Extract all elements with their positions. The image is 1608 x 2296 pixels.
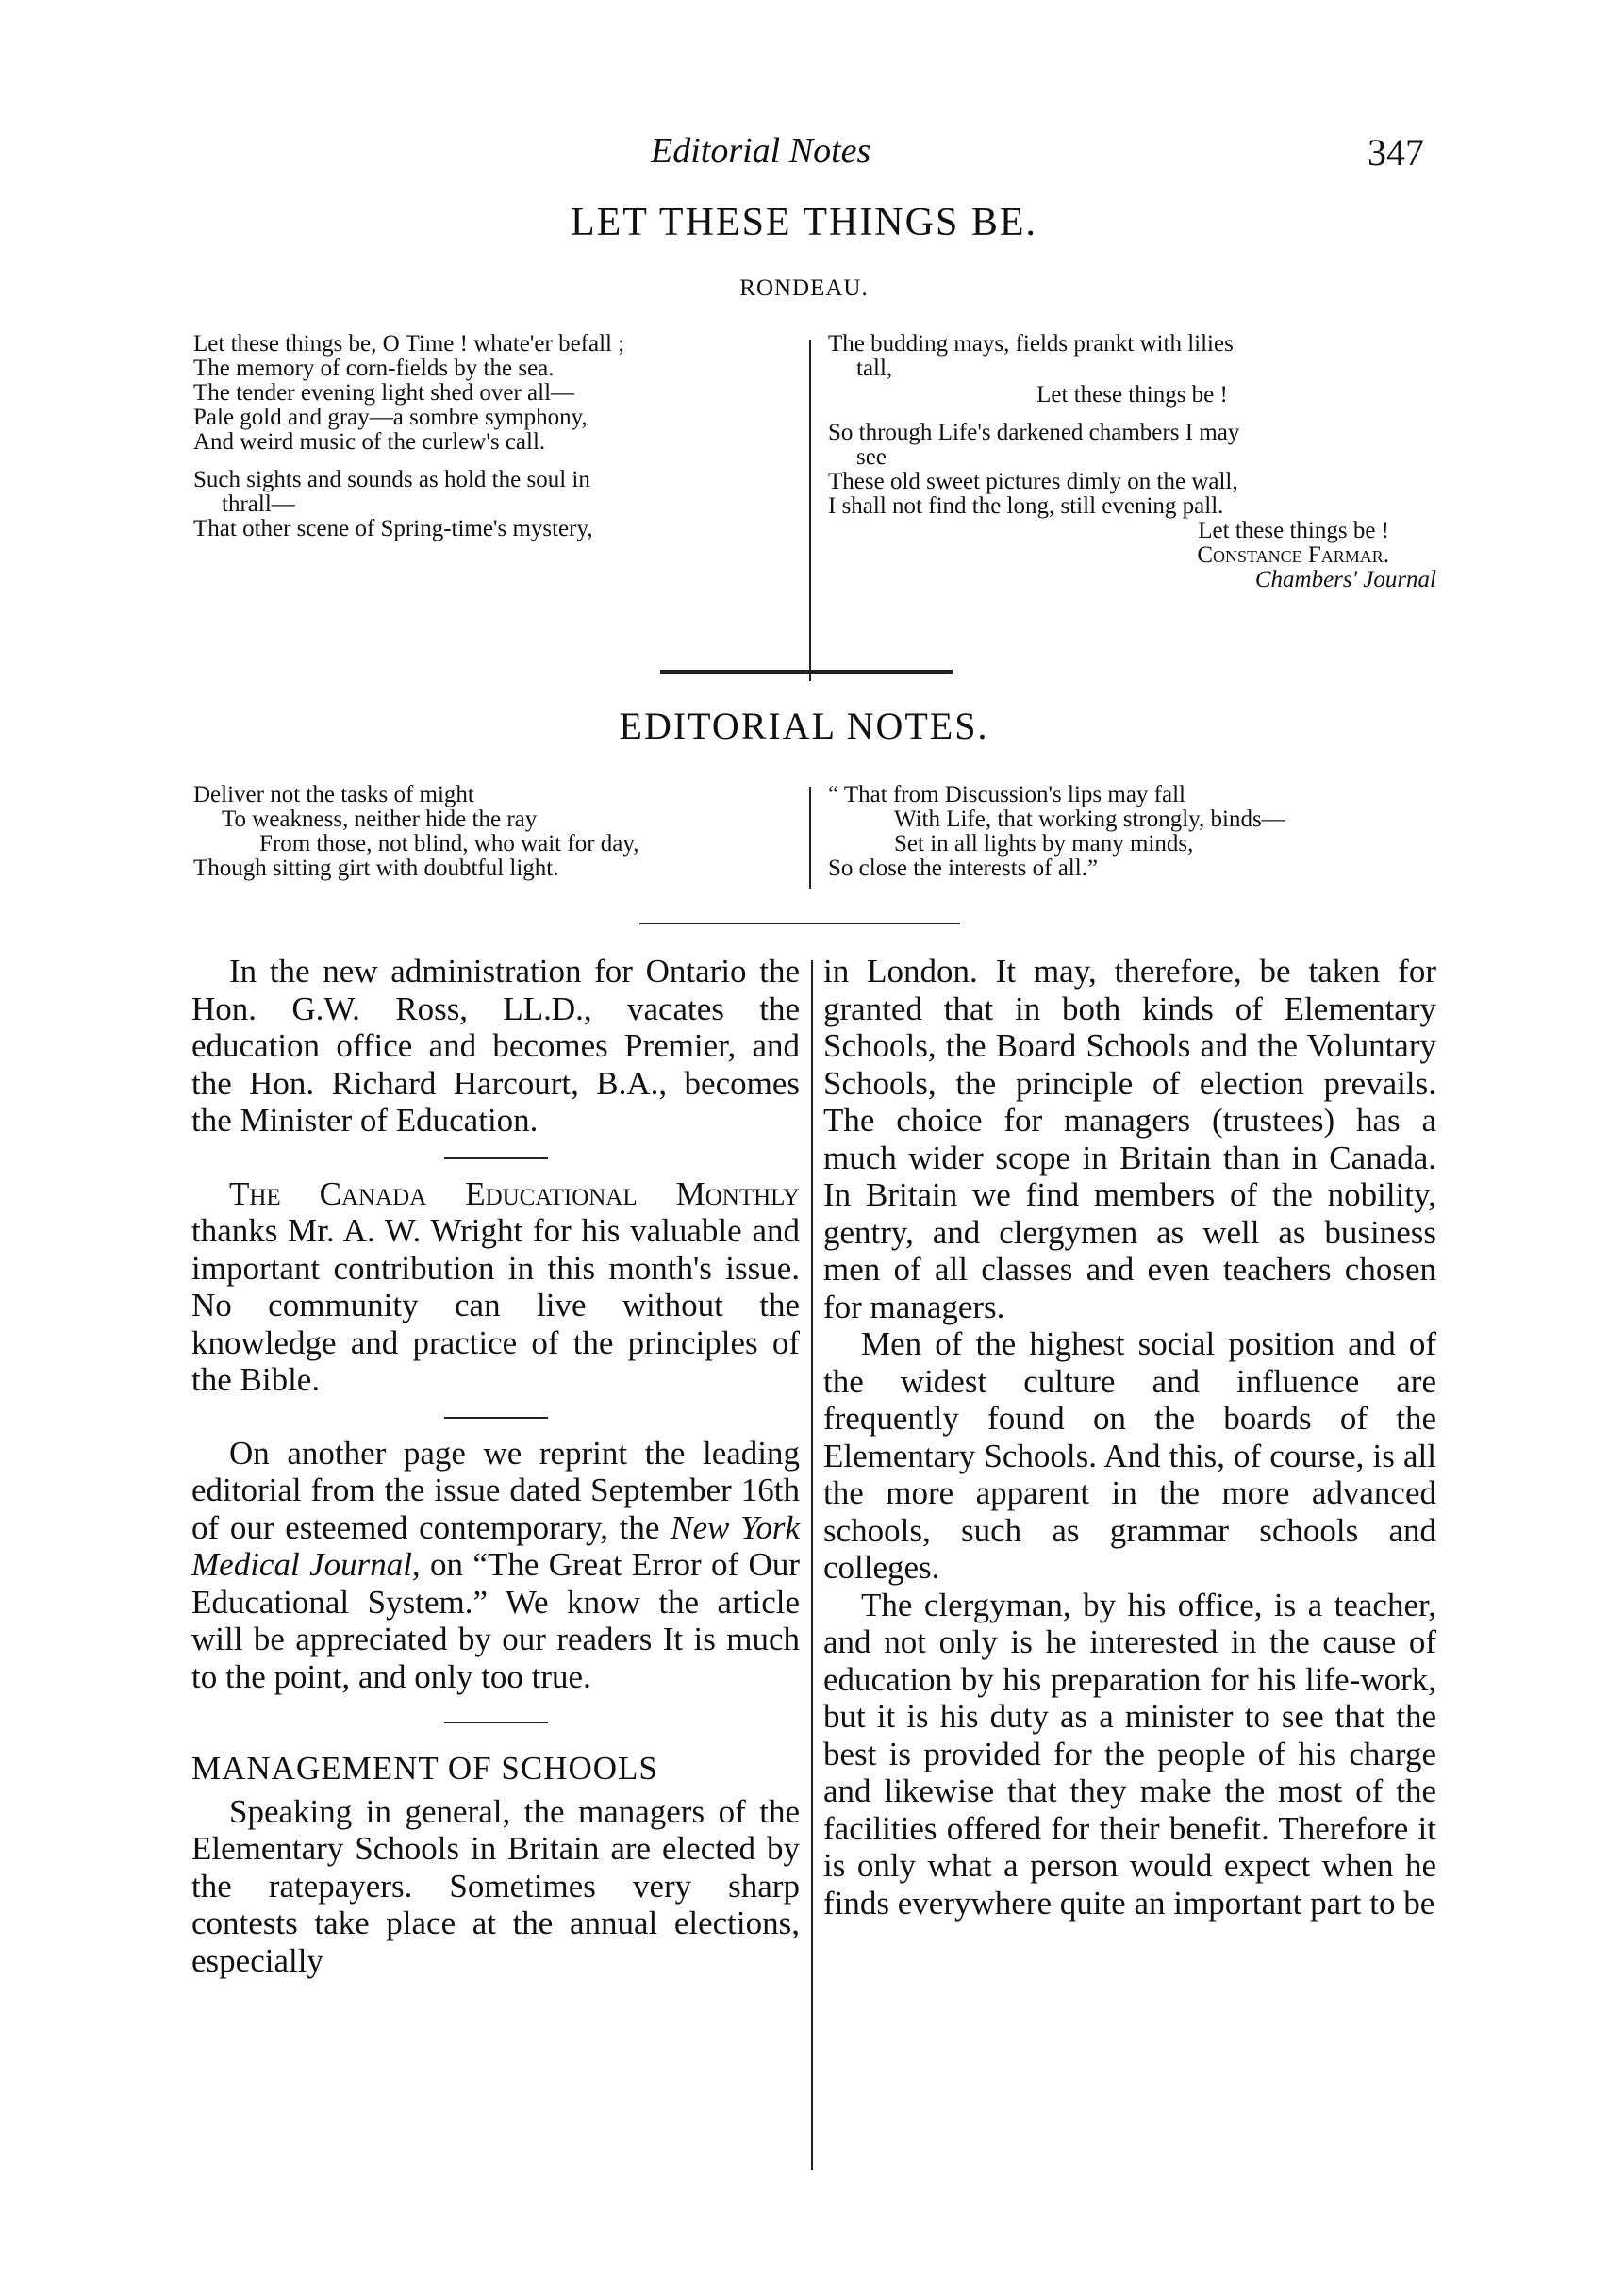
poem-line: The memory of corn-fields by the sea. bbox=[193, 356, 555, 381]
section-heading: MANAGEMENT OF SCHOOLS bbox=[191, 1750, 658, 1787]
poem-right-column bbox=[828, 332, 1436, 592]
poem-refrain: Let these things be ! bbox=[1036, 382, 1228, 408]
poem-line: That other scene of Spring-time's mystery, bbox=[193, 516, 593, 541]
paragraph: The clergyman, by his office, is a teacher, and not only is he interested in the cause of education by his preparation for his life-work, but it is his duty as a minister to see that the best is provided for the people of his charge and likewise that they make the most of the facilities offered for their benefit. Therefore it is only what a person would expect when he finds everywhere quite an important part to be bbox=[823, 1586, 1436, 1922]
poem-line: The tender evening light shed over all— bbox=[193, 380, 575, 406]
poem-left-column bbox=[193, 332, 797, 541]
epigraph-line: So close the interests of all.” bbox=[828, 856, 1099, 881]
body-column-rule bbox=[811, 960, 813, 2170]
poem-column-rule bbox=[809, 340, 811, 681]
body-right-column bbox=[823, 953, 1436, 1922]
epigraph-line: Set in all lights by many minds, bbox=[894, 831, 1194, 857]
paragraph: Speaking in general, the managers of the Elementary Schools in Britain are elected by the ratepayers. Sometimes very sharp contests take place at the annual elections, especially bbox=[191, 1792, 800, 1979]
poem-refrain: Let these things be ! bbox=[1198, 518, 1389, 543]
paragraph: On another page we reprint the leading editorial from the issue dated September 16th of our esteemed contemporary, the New York Medical Journal, on “The Great Error of Our Educational System.” We know the article will be appreciated by our readers It is much to the point, and only too true. bbox=[191, 1434, 800, 1695]
poem-line: see bbox=[856, 444, 887, 470]
paragraph: The Canada Educational Monthly thanks Mr. A. W. Wright for his valuable and important contribution in this month's issue. No community can live without the knowledge and practice of the principles of the Bible. bbox=[191, 1174, 800, 1398]
poem-line: I shall not find the long, still evening pall. bbox=[828, 493, 1224, 519]
epigraph-right bbox=[828, 783, 1436, 881]
body-left-column bbox=[191, 953, 800, 1979]
poem-line: The budding mays, fields prankt with lilies bbox=[828, 331, 1234, 357]
epigraph-line: To weakness, neither hide the ray bbox=[222, 807, 538, 832]
poem-title: LET THESE THINGS BE. bbox=[570, 201, 1037, 244]
running-title: Editorial Notes bbox=[651, 131, 871, 171]
page-number: 347 bbox=[1368, 131, 1424, 174]
epigraph-column-rule bbox=[809, 787, 811, 889]
journal-name: The Canada Educational Monthly bbox=[229, 1174, 800, 1212]
paragraph: In the new administration for Ontario the Hon. G.W. Ross, LL.D., vacates the education office and becomes Premier, and the Hon. Richard Harcourt, B.A., becomes the Minister of Education. bbox=[191, 953, 800, 1139]
poem-subtitle: RONDEAU. bbox=[739, 275, 869, 301]
running-head bbox=[0, 130, 1608, 177]
editorial-title: EDITORIAL NOTES. bbox=[619, 705, 989, 747]
poem-source: Chambers' Journal bbox=[1254, 567, 1436, 592]
section-dash bbox=[191, 1406, 800, 1425]
section-dash bbox=[191, 1710, 800, 1729]
paragraph: Men of the highest social position and of the widest culture and influence are frequently found on the boards of the Elementary Schools. And this, of course, is all the more apparent in the more advanced schools, such as grammar schools and colleges. bbox=[823, 1325, 1436, 1586]
section-rule bbox=[660, 670, 953, 674]
poem-line: Let these things be, O Time ! whate'er befall ; bbox=[193, 331, 625, 357]
poem-line: So through Life's darkened chambers I may bbox=[828, 420, 1240, 445]
section-dash bbox=[191, 1147, 800, 1166]
epigraph-line: From those, not blind, who wait for day, bbox=[259, 831, 639, 857]
epigraph-left bbox=[193, 783, 797, 881]
epigraph-line: “ That from Discussion's lips may fall bbox=[828, 782, 1185, 807]
paragraph: in London. It may, therefore, be taken for granted that in both kinds of Elementary Schools, the Board Schools and the Voluntary Schools, the principle of election prevails. The choice for managers (trustees) has a much wider scope in Britain than in Canada. In Britain we find members of the nobility, gentry, and clergymen as well as business men of all classes and even teachers chosen for managers. bbox=[823, 953, 1436, 1325]
epigraph-line: Deliver not the tasks of might bbox=[193, 782, 474, 807]
poem-line: Such sights and sounds as hold the soul in bbox=[193, 467, 590, 492]
poem-line: thrall— bbox=[222, 491, 295, 517]
journal-title: New York Medical Journal, bbox=[191, 1508, 800, 1583]
poem-line: And weird music of the curlew's call. bbox=[193, 429, 546, 455]
poem-line: Pale gold and gray—a sombre symphony, bbox=[193, 405, 588, 430]
poem-author: Constance Farmar. bbox=[1197, 542, 1389, 568]
poem-line: tall, bbox=[856, 356, 893, 381]
epigraph-line: Though sitting girt with doubtful light. bbox=[193, 856, 559, 881]
epigraph-rule bbox=[639, 923, 960, 924]
poem-line: These old sweet pictures dimly on the wall, bbox=[828, 469, 1238, 494]
epigraph-line: With Life, that working strongly, binds— bbox=[894, 807, 1285, 832]
